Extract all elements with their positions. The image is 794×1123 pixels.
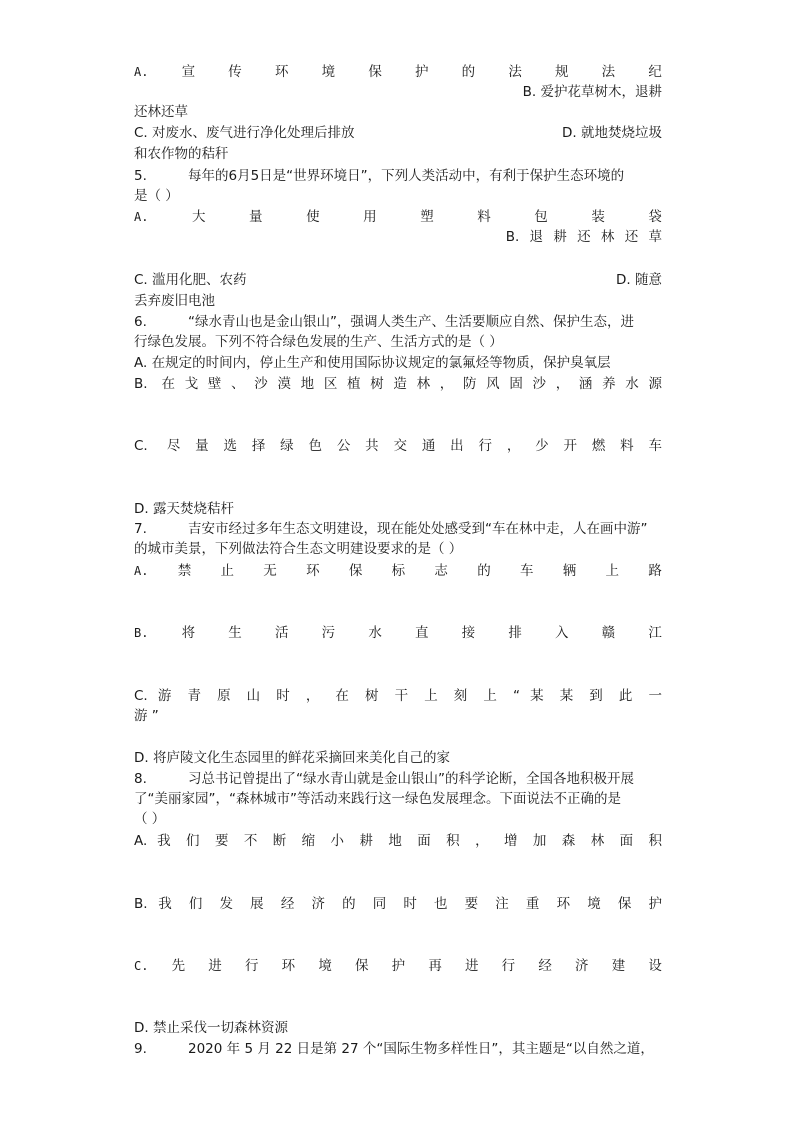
q6-option-b: B. 在戈壁、沙漠地区植树造林，防风固沙，涵养水源 <box>134 376 662 392</box>
q8-option-c-char: 行 <box>501 958 516 974</box>
q9-stem <box>134 1039 662 1059</box>
q5-option-a-char: 袋 <box>648 209 662 225</box>
q7-stem-text: 吉安市经过多年生态文明建设，现在能处处感受到“车在林中走，人在画中游” <box>188 521 648 537</box>
q6-stem <box>134 312 662 332</box>
q4-option-a-char: 传 <box>228 64 242 80</box>
q7-option-c: C. 游 青 原 山 时 ， 在 树 干 上 刻 上 “ 某 某 到 此 一 <box>134 688 662 704</box>
q7-option-b-char: 将 <box>181 625 196 641</box>
q5-options-cd-row <box>134 270 662 290</box>
q8-option-c-char: 护 <box>391 958 406 974</box>
q8-option-c-char: 境 <box>318 958 332 974</box>
q8-option-c-label: C. <box>134 959 149 973</box>
q7-option-a <box>134 561 662 581</box>
q7-option-a-char: 禁 <box>177 563 192 579</box>
q8-option-c-char: 环 <box>281 958 296 974</box>
q5-option-d-continued: 丢弃废旧电池 <box>134 293 215 309</box>
q5-option-a-char: 塑 <box>420 209 434 225</box>
q5-number: 5. <box>134 168 147 184</box>
q6-option-d: D. 露天焚烧秸杆 <box>134 501 234 517</box>
q7-option-a-char: 保 <box>348 563 363 579</box>
q8-stem-text: 习总书记曾提出了“绿水青山就是金山银山”的科学论断，全国各地积极开展 <box>188 771 634 787</box>
q5-option-a-char: 大 <box>192 209 206 225</box>
q4-option-b-continued: 还林还草 <box>134 104 188 120</box>
q7-option-a-char: 的 <box>477 563 491 579</box>
q8-stem-line2: 了“美丽家园”，“森林城市”等活动来践行这一绿色发展理念。下面说法不正确的是 <box>134 791 621 807</box>
q8-option-c-char: 行 <box>244 958 259 974</box>
q7-option-a-label: A. <box>134 564 149 578</box>
q8-option-a: A. 我 们 要 不 断 缩 小 耕 地 面 积 ， 增 加 森 林 面 积 <box>134 833 662 849</box>
q5-option-a-char: 装 <box>591 209 605 225</box>
q6-option-a: A. 在规定的时间内，停止生产和使用国际协议规定的氯氟烃等物质，保护臭氧层 <box>134 355 611 371</box>
q7-option-a-char: 车 <box>519 563 534 579</box>
q8-option-c-char: 保 <box>354 958 369 974</box>
q9-stem-text: 2020 年 5 月 22 日是第 27 个“国际生物多样性日”，其主题是“以自然之道， <box>188 1041 654 1057</box>
q7-stem <box>134 519 662 539</box>
q7-option-a-char: 上 <box>605 563 620 579</box>
q5-option-a-char: 用 <box>363 209 377 225</box>
q7-option-b <box>134 623 662 643</box>
q7-option-a-char: 标 <box>391 563 406 579</box>
q7-option-a-char: 辆 <box>562 563 577 579</box>
q6-stem-line2: 行绿色发展。下列不符合绿色发展的生产、生活方式的是（ ） <box>134 334 503 350</box>
q4-option-a-char: 的 <box>461 64 476 80</box>
q7-option-a-char: 志 <box>434 563 448 579</box>
q4-option-a-char: 宣 <box>181 64 196 80</box>
q5-option-b: B. 退 耕 还 林 还 草 <box>505 229 662 245</box>
q7-option-b-char: 水 <box>368 625 382 641</box>
q7-option-b-label: B. <box>134 626 149 640</box>
q7-stem-line2: 的城市美景，下列做法符合生态文明建设要求的是（ ） <box>134 541 463 557</box>
q8-option-d: D. 禁止采伐一切森林资源 <box>134 1020 288 1036</box>
q7-option-b-char: 赣 <box>601 625 616 641</box>
q8-option-c-char: 经 <box>538 958 552 974</box>
q7-option-b-char: 活 <box>274 625 289 641</box>
q5-option-a-char: 包 <box>534 209 548 225</box>
q4-option-a-label: A. <box>134 65 149 79</box>
q5-option-a-label: A. <box>134 210 149 224</box>
q5-stem-line2: 是（ ） <box>134 188 179 204</box>
q8-stem-line3: （ ） <box>134 811 166 827</box>
q4-option-a-char: 境 <box>321 64 336 80</box>
q8-option-c-char: 济 <box>575 958 589 974</box>
q7-option-b-char: 生 <box>228 625 242 641</box>
q4-option-d: D. 就地焚烧垃圾 <box>562 125 662 141</box>
q7-option-b-char: 江 <box>648 625 662 641</box>
q6-number: 6. <box>134 314 147 330</box>
q5-option-a-char: 料 <box>477 209 491 225</box>
q5-option-c: C. 滥用化肥、农药 <box>134 272 247 288</box>
q7-option-d: D. 将庐陵文化生态园里的鲜花采摘回来美化自己的家 <box>134 750 450 766</box>
q7-option-b-char: 直 <box>414 625 429 641</box>
q7-option-b-char: 污 <box>321 625 336 641</box>
q8-number: 8. <box>134 771 147 787</box>
q5-stem <box>134 166 662 186</box>
q8-option-c <box>134 956 662 976</box>
q9-number: 9. <box>134 1041 147 1057</box>
q7-option-b-char: 入 <box>555 625 569 641</box>
q5-stem-text: 每年的6月5日是“世界环境日”，下列人类活动中，有利于保护生态环境的 <box>188 168 625 184</box>
q7-option-a-char: 止 <box>220 563 235 579</box>
q4-option-a-char: 保 <box>368 64 382 80</box>
q4-option-a-char: 法 <box>508 64 522 80</box>
q4-option-a-char: 护 <box>414 64 429 80</box>
q4-option-b: B. 爱护花草树木，退耕 <box>522 84 662 100</box>
q4-option-a-char: 规 <box>555 64 569 80</box>
q7-option-b-char: 接 <box>461 625 476 641</box>
q4-option-a <box>134 62 662 82</box>
q8-option-c-char: 进 <box>208 958 222 974</box>
q4-option-a-char: 环 <box>274 64 289 80</box>
q7-option-b-char: 排 <box>508 625 522 641</box>
q4-option-d-continued: 和农作物的秸秆 <box>134 146 229 162</box>
q5-option-a <box>134 207 662 227</box>
q7-option-a-char: 路 <box>648 563 662 579</box>
q8-option-c-char: 进 <box>465 958 479 974</box>
q4-option-a-char: 法 <box>601 64 616 80</box>
q5-option-a-char: 使 <box>306 209 320 225</box>
q8-option-b: B. 我 们 发 展 经 济 的 同 时 也 要 注 重 环 境 保 护 <box>134 896 662 912</box>
q8-option-c-char: 建 <box>611 958 626 974</box>
q4-option-a-char: 纪 <box>648 64 662 80</box>
q5-option-d: D. 随意 <box>616 272 662 288</box>
q7-option-a-char: 无 <box>263 563 277 579</box>
q7-option-c-continued: 游 ” <box>134 708 159 724</box>
q4-option-c: C. 对废水、废气进行净化处理后排放 <box>134 125 355 141</box>
q8-option-c-char: 设 <box>648 958 662 974</box>
q7-option-a-char: 环 <box>306 563 320 579</box>
q8-option-c-char: 再 <box>428 958 442 974</box>
q6-stem-text: “绿水青山也是金山银山”，强调人类生产、生活要顺应自然、保护生态，进 <box>188 314 634 330</box>
q7-number: 7. <box>134 521 147 537</box>
q4-options-cd-row <box>134 123 662 143</box>
q8-option-c-char: 先 <box>171 958 186 974</box>
q5-option-a-char: 量 <box>249 209 263 225</box>
q6-option-c: C. 尽量选择绿色公共交通出行，少开燃料车 <box>134 438 662 454</box>
q8-stem <box>134 769 662 789</box>
